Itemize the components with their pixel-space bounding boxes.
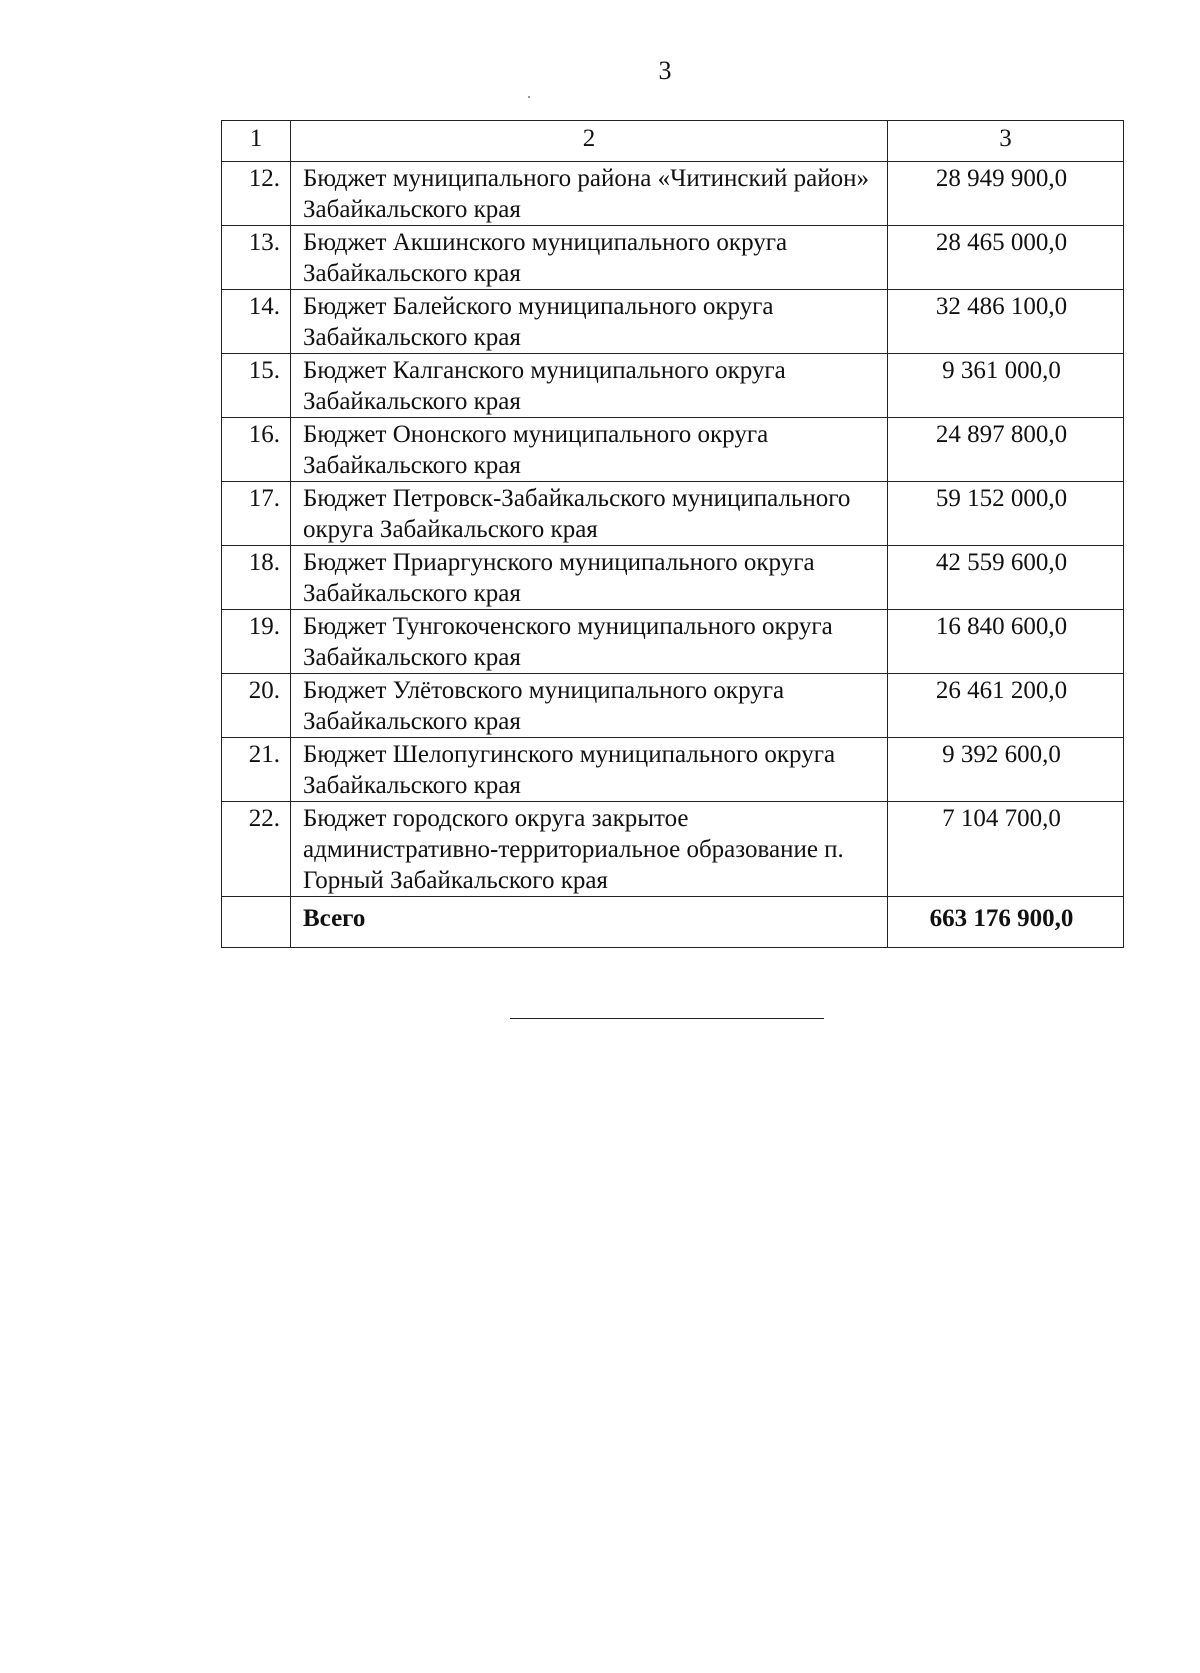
- header-cell-3: 3: [888, 121, 1124, 162]
- budget-name: Бюджет Улётовского муниципального округа Забайкальского края: [291, 674, 888, 738]
- closing-divider: [510, 1018, 824, 1019]
- budget-name: Бюджет Балейского муниципального округа Забайкальского края: [291, 290, 888, 354]
- budget-name: Бюджет муниципального района «Читинский район» Забайкальского края: [291, 162, 888, 226]
- row-number: 19.: [222, 610, 291, 674]
- budget-amount: 28 465 000,0: [888, 226, 1124, 290]
- total-amount: 663 176 900,0: [888, 897, 1124, 948]
- total-row: [222, 897, 1124, 948]
- budget-name: Бюджет Шелопугинского муниципального округа Забайкальского края: [291, 738, 888, 802]
- budget-amount: 9 361 000,0: [888, 354, 1124, 418]
- budget-name: Бюджет Калганского муниципального округа Забайкальского края: [291, 354, 888, 418]
- row-number: 22.: [222, 802, 291, 897]
- table-row: [222, 354, 1124, 418]
- table-header-row: [222, 121, 1124, 162]
- budget-name: Бюджет Приаргунского муниципального округа Забайкальского края: [291, 546, 888, 610]
- row-number: 21.: [222, 738, 291, 802]
- table-row: [222, 418, 1124, 482]
- table-row: [222, 290, 1124, 354]
- budget-amount: 32 486 100,0: [888, 290, 1124, 354]
- row-number: 16.: [222, 418, 291, 482]
- table-row: [222, 226, 1124, 290]
- table-row: [222, 546, 1124, 610]
- total-label: Всего: [291, 897, 888, 948]
- row-number: 14.: [222, 290, 291, 354]
- row-number: 12.: [222, 162, 291, 226]
- scan-speck: [528, 96, 530, 98]
- table-row: [222, 482, 1124, 546]
- row-number: 17.: [222, 482, 291, 546]
- row-number: 15.: [222, 354, 291, 418]
- budget-name: Бюджет Акшинского муниципального округа Забайкальского края: [291, 226, 888, 290]
- table-row: [222, 802, 1124, 897]
- budget-amount: 42 559 600,0: [888, 546, 1124, 610]
- budget-amount: 16 840 600,0: [888, 610, 1124, 674]
- budget-amount: 28 949 900,0: [888, 162, 1124, 226]
- row-number: 20.: [222, 674, 291, 738]
- table-row: [222, 162, 1124, 226]
- budget-amount: 59 152 000,0: [888, 482, 1124, 546]
- table-row: [222, 610, 1124, 674]
- header-cell-1: 1: [222, 121, 291, 162]
- budget-amount: 7 104 700,0: [888, 802, 1124, 897]
- row-number: 18.: [222, 546, 291, 610]
- budget-name: Бюджет городского округа закрытое административно-территориальное образование п. Горный Забайкальского края: [291, 802, 888, 897]
- budget-name: Бюджет Петровск-Забайкальского муниципального округа Забайкальского края: [291, 482, 888, 546]
- total-number: [222, 897, 291, 948]
- row-number: 13.: [222, 226, 291, 290]
- table-row: [222, 738, 1124, 802]
- page-number: 3: [658, 56, 672, 85]
- budget-amount: 26 461 200,0: [888, 674, 1124, 738]
- budget-amount: 9 392 600,0: [888, 738, 1124, 802]
- budget-amount: 24 897 800,0: [888, 418, 1124, 482]
- budget-name: Бюджет Ононского муниципального округа Забайкальского края: [291, 418, 888, 482]
- budget-table: [221, 120, 1124, 948]
- table-row: [222, 674, 1124, 738]
- budget-name: Бюджет Тунгокоченского муниципального округа Забайкальского края: [291, 610, 888, 674]
- header-cell-2: 2: [291, 121, 888, 162]
